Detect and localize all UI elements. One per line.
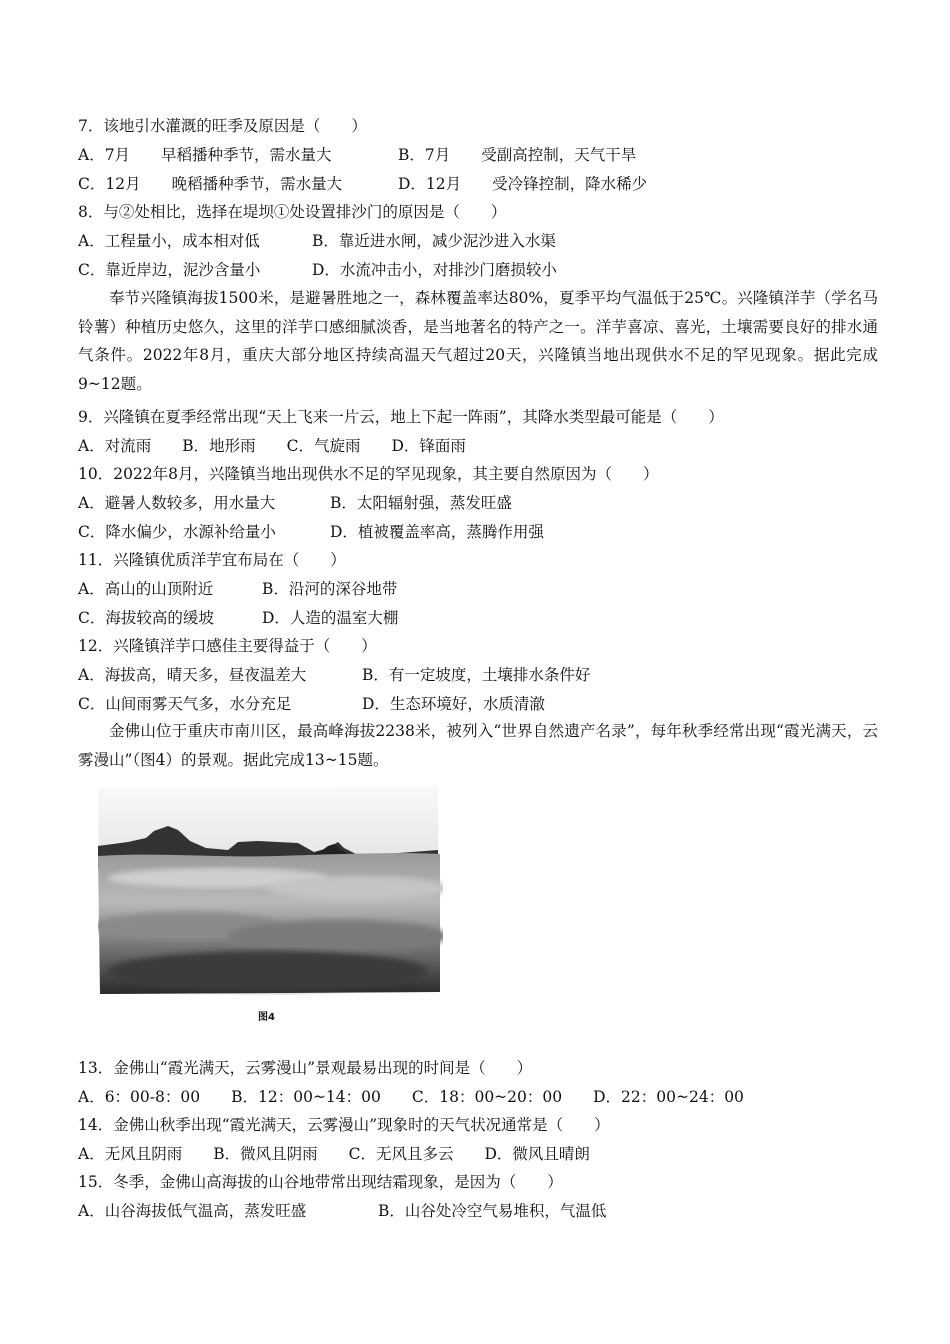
figure-cloud-sea-photo (98, 786, 443, 996)
question-7: 7．该地引水灌溉的旺季及原因是（ ） (78, 117, 367, 135)
q7-option-b: B．7月 受副高控制，天气干旱 (398, 146, 637, 164)
figure-caption: 图4 (258, 1012, 275, 1023)
q9-options: A．对流雨 B．地形雨 C．气旋雨 D．锋面雨 (78, 437, 466, 455)
question-14: 14．金佛山秋季出现“霞光满天，云雾漫山”现象时的天气状况通常是（ ） (78, 1116, 610, 1134)
q8-option-b: B．靠近进水闸，减少泥沙进入水渠 (312, 232, 556, 250)
q14-options: A．无风且阴雨 B．微风且阴雨 C．无风且多云 D．微风且晴朗 (78, 1145, 590, 1163)
question-15: 15．冬季，金佛山高海拔的山谷地带常出现结霜现象，是因为（ ） (78, 1173, 563, 1191)
q11-option-c: C．海拔较高的缓坡 (78, 609, 214, 627)
passage-jinfo: 金佛山位于重庆市南川区，最高峰海拔2238米，被列入“世界自然遗产名录”，每年秋季经常出现“霞光满天，云雾漫山”（图4）的景观。据此完成13~15题。 (78, 722, 878, 769)
q11-option-b: B．沿河的深谷地带 (262, 580, 398, 598)
q10-option-c: C．降水偏少，水源补给量小 (78, 523, 276, 541)
q12-option-d: D．生态环境好，水质清澈 (362, 695, 545, 713)
q15-option-a: A．山谷海拔低气温高，蒸发旺盛 (78, 1202, 307, 1220)
q7-option-d: D．12月 受冷锋控制，降水稀少 (398, 175, 648, 193)
q8-option-c: C．靠近岸边，泥沙含量小 (78, 261, 261, 279)
q15-option-b: B．山谷处冷空气易堆积，气温低 (378, 1202, 607, 1220)
q10-option-d: D．植被覆盖率高，蒸腾作用强 (330, 523, 544, 541)
q11-option-a: A．高山的山顶附近 (78, 580, 214, 598)
q8-option-d: D．水流冲击小，对排沙门磨损较小 (312, 261, 557, 279)
q13-options: A．6：00-8：00 B．12：00~14：00 C．18：00~20：00 D．22：00~24：00 (78, 1088, 744, 1106)
question-8: 8．与②处相比，选择在堤坝①处设置排沙门的原因是（ ） (78, 203, 507, 221)
question-9: 9．兴隆镇在夏季经常出现“天上飞来一片云，地上下起一阵雨”，其降水类型最可能是（ ） (78, 408, 724, 426)
question-11: 11．兴隆镇优质洋芋宜布局在（ ） (78, 551, 346, 569)
q10-option-b: B．太阳辐射强，蒸发旺盛 (330, 494, 512, 512)
q11-option-d: D．人造的温室大棚 (262, 609, 399, 627)
passage-xinglong: 奉节兴隆镇海拔1500米，是避暑胜地之一，森林覆盖率达80%，夏季平均气温低于25℃。兴隆镇洋芋（学名马铃薯）种植历史悠久，这里的洋芋口感细腻淡香，是当地著名的特产之一。洋芋喜凉、喜光，土壤需要良好的排水通气条件。2022年8月，重庆大部分地区持续高温天气超过20天，兴隆镇当地出现供水不足的罕见现象。据此完成9~12题。 (78, 289, 878, 393)
q10-option-a: A．避暑人数较多，用水量大 (78, 494, 276, 512)
question-13: 13．金佛山“霞光满天，云雾漫山”景观最易出现的时间是（ ） (78, 1059, 533, 1077)
question-12: 12．兴隆镇洋芋口感佳主要得益于（ ） (78, 637, 377, 655)
q7-option-a: A．7月 早稻播种季节，需水量大 (78, 146, 332, 164)
q7-option-c: C．12月 晚稻播种季节，需水量大 (78, 175, 343, 193)
q12-option-a: A．海拔高，晴天多，昼夜温差大 (78, 666, 307, 684)
q12-option-c: C．山间雨雾天气多，水分充足 (78, 695, 292, 713)
q12-option-b: B．有一定坡度，土壤排水条件好 (362, 666, 591, 684)
question-10: 10．2022年8月，兴隆镇当地出现供水不足的罕见现象，其主要自然原因为（ ） (78, 465, 659, 483)
q8-option-a: A．工程量小，成本相对低 (78, 232, 260, 250)
cloud-sea-image (98, 786, 443, 996)
